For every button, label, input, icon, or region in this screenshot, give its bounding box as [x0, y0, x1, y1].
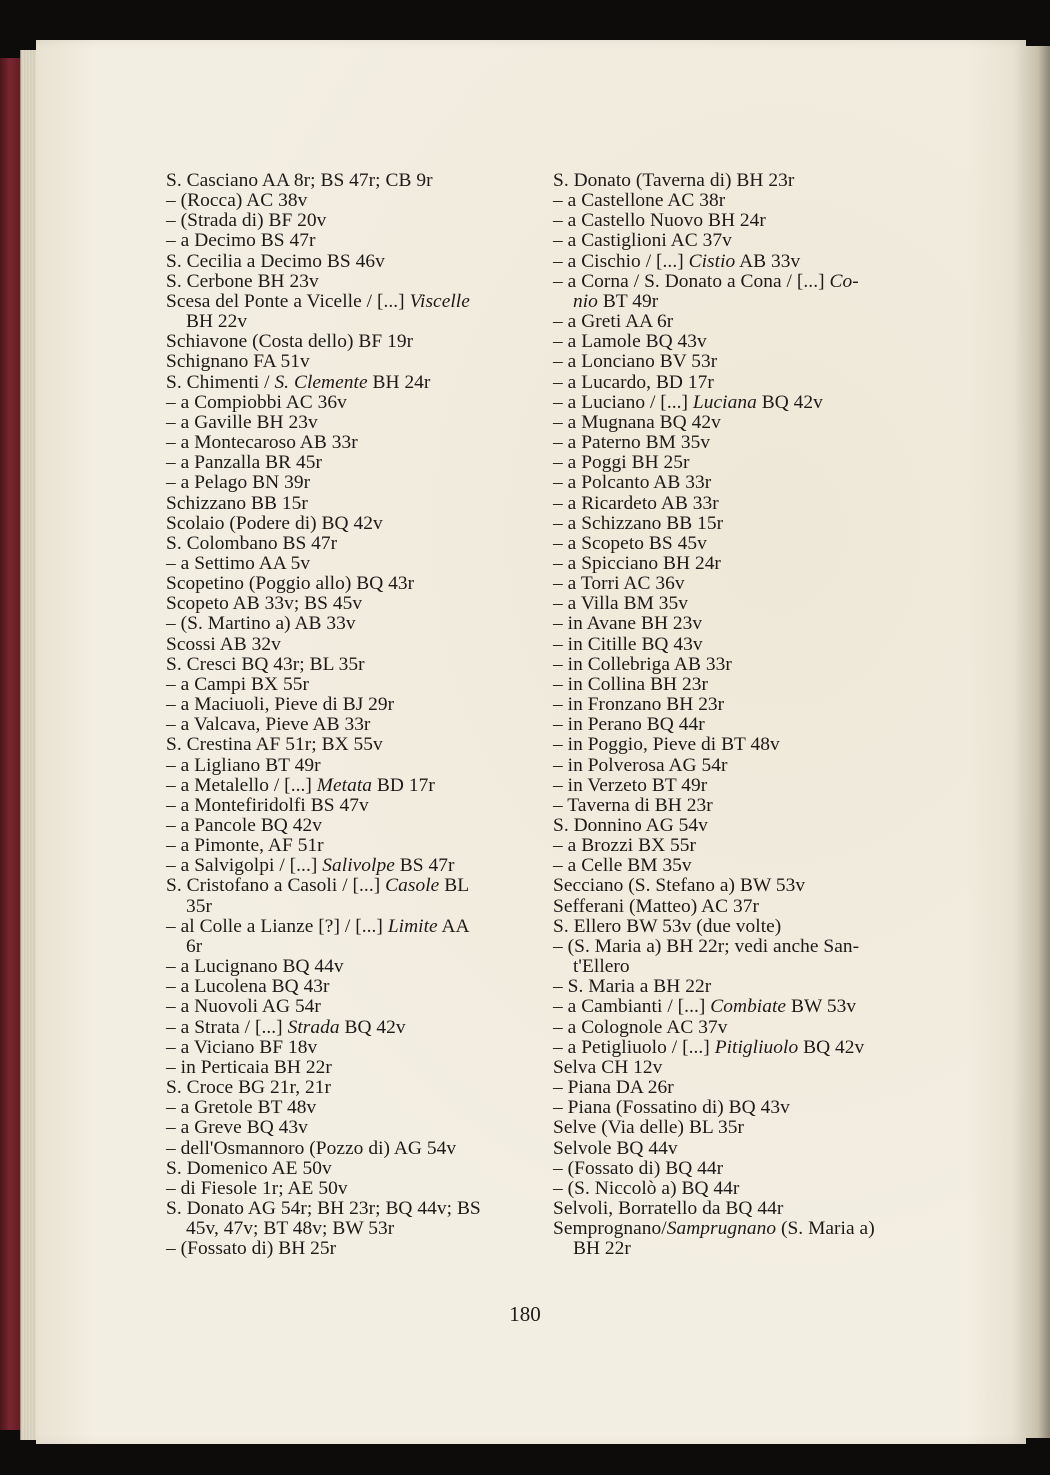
entry-text: Schignano FA 51v: [166, 351, 310, 373]
entry-text: 45v, 47v; BT 48v; BW 53r: [186, 1218, 395, 1240]
index-entry: [553, 1078, 917, 1098]
index-entry: [553, 473, 917, 493]
entry-text: – a Lucignano BQ 44v: [166, 956, 344, 978]
index-entry: [166, 352, 531, 372]
entry-text: – a Villa BM 35v: [553, 593, 689, 615]
entry-text: – a Scopeto BS 45v: [553, 532, 707, 554]
index-entry-continuation: [166, 937, 531, 957]
index-entry: [166, 856, 531, 876]
entry-text: S. Ellero BW 53v (due volte): [553, 915, 782, 937]
index-entry: [553, 756, 917, 776]
index-entry: [553, 1118, 917, 1138]
entry-text: – (S. Niccolò a) BQ 44r: [553, 1177, 740, 1199]
entry-text: – a Poggi BH 25r: [553, 452, 690, 474]
index-entry: [553, 897, 917, 917]
entry-text: – (Rocca) AC 38v: [166, 190, 308, 212]
entry-text: – a Pelago BN 39r: [166, 472, 311, 494]
index-entry: [166, 1179, 531, 1199]
entry-text: – (S. Martino a) AB 33v: [166, 613, 356, 635]
entry-reference: (S. Maria a): [776, 1218, 875, 1240]
index-entry: [166, 1058, 531, 1078]
index-entry: [166, 1018, 531, 1038]
index-entry: [166, 292, 531, 312]
entry-text: Sefferani (Matteo) AC 37r: [553, 895, 760, 917]
entry-italic-form: Strada: [287, 1016, 340, 1038]
index-entry: [166, 514, 531, 534]
entry-text: – S. Maria a BH 22r: [553, 976, 712, 998]
entry-text: Scopeto AB 33v; BS 45v: [166, 593, 363, 615]
index-entry-continuation: [553, 1239, 917, 1259]
entry-text: – a Campi BX 55r: [166, 673, 309, 695]
index-entry: [166, 735, 531, 755]
index-entry: [166, 715, 531, 735]
entry-text: S. Casciano AA 8r; BS 47r; CB 9r: [166, 170, 433, 191]
index-entry: [553, 695, 917, 715]
index-entry: [553, 1159, 917, 1179]
index-entry: [553, 272, 917, 292]
index-entry: [166, 453, 531, 473]
index-entry: [166, 473, 531, 493]
index-entry: [166, 574, 531, 594]
entry-text: Selva CH 12v: [553, 1056, 663, 1078]
entry-text: S. Donato (Taverna di) BH 23r: [553, 170, 795, 191]
entry-text: Selvoli, Borratello da BQ 44r: [553, 1197, 784, 1219]
entry-text: – a Luciano / [...]: [553, 391, 693, 413]
book-spine-edge: [0, 58, 22, 1430]
index-entry: [166, 272, 531, 292]
index-entry: [553, 433, 917, 453]
index-entry: [166, 1118, 531, 1138]
index-entry: [553, 735, 917, 755]
entry-text: – a Petigliuolo / [...]: [553, 1036, 715, 1058]
index-entry: [166, 917, 531, 937]
index-entry: [166, 413, 531, 433]
entry-text: – a Polcanto AB 33r: [553, 472, 712, 494]
entry-text: – di Fiesole 1r; AE 50v: [166, 1177, 348, 1199]
index-entry: [553, 937, 917, 957]
entry-text: – a Corna / S. Donato a Cona / [...]: [553, 270, 830, 292]
entry-text: – in Collina BH 23r: [553, 673, 708, 695]
entry-text: – in Fronzano BH 23r: [553, 694, 725, 716]
entry-text: – a Brozzi BX 55r: [553, 835, 697, 857]
entry-text: – a Settimo AA 5v: [166, 552, 311, 574]
index-entry: [166, 876, 531, 896]
left-index-column: [166, 171, 531, 1259]
entry-text: – a Castello Nuovo BH 24r: [553, 210, 766, 232]
index-entry: [553, 574, 917, 594]
entry-text: – Piana DA 26r: [553, 1077, 674, 1099]
index-entry: [553, 514, 917, 534]
entry-text: – (S. Maria a) BH 22r; vedi anche San-: [553, 935, 860, 957]
entry-text: – a Pimonte, AF 51r: [166, 835, 324, 857]
entry-text: – a Salvigolpi / [...]: [166, 855, 323, 877]
entry-text: S. Chimenti /: [166, 371, 275, 393]
entry-italic-form: Luciana: [692, 391, 757, 413]
entry-text: – in Avane BH 23v: [553, 613, 703, 635]
index-entry: [166, 433, 531, 453]
entry-text: Scesa del Ponte a Vicelle / [...]: [166, 290, 410, 312]
entry-text: – a Torri AC 36v: [553, 573, 685, 595]
index-entry: [553, 776, 917, 796]
entry-text: – a Lucardo, BD 17r: [553, 371, 714, 393]
index-entry: [166, 796, 531, 816]
index-entry: [553, 1018, 917, 1038]
index-entry: [166, 211, 531, 231]
entry-text: – in Poggio, Pieve di BT 48v: [553, 734, 780, 756]
entry-text: – Piana (Fossatino di) BQ 43v: [553, 1097, 790, 1119]
index-entry: [553, 312, 917, 332]
index-entry: [166, 373, 531, 393]
index-entry: [553, 211, 917, 231]
index-entry: [553, 655, 917, 675]
entry-text: BH 22v: [186, 311, 248, 333]
entry-text: – (Strada di) BF 20v: [166, 210, 327, 232]
index-entry: [166, 1098, 531, 1118]
entry-reference: BL: [439, 875, 470, 897]
entry-text: – a Decimo BS 47r: [166, 230, 316, 252]
entry-text: S. Crestina AF 51r; BX 55v: [166, 734, 383, 756]
index-entry: [553, 977, 917, 997]
index-entry: [166, 554, 531, 574]
index-entry: [553, 554, 917, 574]
entry-reference: BT 49r: [597, 290, 659, 312]
index-entry: [553, 816, 917, 836]
index-entry: [166, 756, 531, 776]
index-entry: [166, 614, 531, 634]
index-entry: [166, 635, 531, 655]
index-entry: [553, 675, 917, 695]
index-entry: [553, 1219, 917, 1239]
entry-italic-form: Casole: [385, 875, 440, 897]
entry-text: S. Cresci BQ 43r; BL 35r: [166, 653, 365, 675]
entry-text: – a Montecaroso AB 33r: [166, 432, 358, 454]
entry-text: – a Strata / [...]: [166, 1016, 288, 1038]
index-entry: [553, 534, 917, 554]
entry-text: – a Nuovoli AG 54r: [166, 996, 321, 1018]
entry-text: – a Gaville BH 23v: [166, 411, 318, 433]
entry-text: – a Maciuoli, Pieve di BJ 29r: [166, 694, 395, 716]
next-page-edge: [1026, 46, 1050, 1438]
entry-text: S. Cristofano a Casoli / [...]: [166, 875, 386, 897]
index-entry: [553, 1179, 917, 1199]
entry-italic-form: Pitigliuolo: [714, 1036, 799, 1058]
entry-text: – in Collebriga AB 33r: [553, 653, 732, 675]
entry-italic-form: Metata: [316, 774, 373, 796]
index-entry: [166, 594, 531, 614]
entry-text: – a Lonciano BV 53r: [553, 351, 718, 373]
index-entry: [166, 171, 531, 191]
index-entry-continuation: [553, 957, 917, 977]
entry-reference: BQ 42v: [339, 1016, 406, 1038]
entry-text: – (Fossato di) BH 25r: [166, 1238, 337, 1260]
entry-reference: BD 17r: [372, 774, 435, 796]
right-index-column: [553, 171, 917, 1259]
index-entry: [553, 594, 917, 614]
index-entry: [553, 352, 917, 372]
entry-text: Schizzano BB 15r: [166, 492, 308, 514]
index-entry: [553, 252, 917, 272]
index-entry: [553, 876, 917, 896]
entry-text: – a Compiobbi AC 36v: [166, 391, 347, 413]
entry-text: – a Colognole AC 37v: [553, 1016, 728, 1038]
entry-italic-form: Viscelle: [409, 290, 470, 312]
index-entry: [166, 534, 531, 554]
entry-italic-form: Limite: [387, 915, 438, 937]
index-entry: [553, 191, 917, 211]
index-entry: [166, 1159, 531, 1179]
index-entry: [553, 453, 917, 473]
entry-reference: BW 53v: [786, 996, 857, 1018]
index-entry: [166, 252, 531, 272]
index-entry: [553, 715, 917, 735]
entry-text: – a Viciano BF 18v: [166, 1036, 318, 1058]
entry-italic-form: Samprugnano: [666, 1218, 777, 1240]
page-number: 180: [509, 1302, 541, 1326]
index-entry: [553, 393, 917, 413]
index-entry: [553, 231, 917, 251]
entry-text: – a Greve BQ 43v: [166, 1117, 308, 1139]
entry-text: – a Valcava, Pieve AB 33r: [166, 714, 371, 736]
entry-text: 6r: [186, 935, 203, 957]
index-entry: [166, 776, 531, 796]
index-entry-continuation: [166, 1219, 531, 1239]
entry-text: – in Perticaia BH 22r: [166, 1056, 332, 1078]
entry-text: Schiavone (Costa dello) BF 19r: [166, 331, 414, 353]
index-entry: [553, 494, 917, 514]
entry-reference: BQ 42v: [798, 1036, 865, 1058]
entry-text: – a Castiglioni AC 37v: [553, 230, 732, 252]
entry-italic-form: Combiate: [710, 996, 787, 1018]
entry-italic-form: Salivolpe: [322, 855, 395, 877]
entry-text: S. Colombano BS 47r: [166, 532, 338, 554]
entry-text: S. Domenico AE 50v: [166, 1157, 332, 1179]
index-entry: [166, 1038, 531, 1058]
entry-text: S. Donato AG 54r; BH 23r; BQ 44v; BS: [166, 1197, 481, 1219]
entry-text: – a Panzalla BR 45r: [166, 452, 323, 474]
entry-text: – in Perano BQ 44r: [553, 714, 705, 736]
entry-reference: BH 24r: [367, 371, 431, 393]
entry-text: – dell'Osmannoro (Pozzo di) AG 54v: [166, 1137, 457, 1159]
entry-text: – a Pancole BQ 42v: [166, 815, 322, 836]
index-entry: [166, 1139, 531, 1159]
index-entry: [553, 836, 917, 856]
index-entry: [553, 997, 917, 1017]
entry-text: – a Greti AA 6r: [553, 311, 674, 333]
entry-italic-form: S. Clemente: [274, 371, 368, 393]
entry-text: Scolaio (Podere di) BQ 42v: [166, 512, 383, 534]
index-entry: [553, 614, 917, 634]
entry-text: – a Gretole BT 48v: [166, 1097, 317, 1119]
entry-text: Selve (Via delle) BL 35r: [553, 1117, 745, 1139]
entry-reference: BS 47r: [394, 855, 455, 877]
index-entry: [166, 675, 531, 695]
entry-text: – a Celle BM 35v: [553, 855, 692, 877]
index-entry: [553, 917, 917, 937]
index-entry: [166, 655, 531, 675]
entry-text: – a Spicciano BH 24r: [553, 552, 721, 574]
entry-text: – a Lucolena BQ 43r: [166, 976, 330, 998]
index-entry: [553, 413, 917, 433]
entry-text: – (Fossato di) BQ 44r: [553, 1157, 724, 1179]
index-entry: [553, 171, 917, 191]
entry-text: – a Castellone AC 38r: [553, 190, 726, 212]
index-entry: [166, 957, 531, 977]
entry-reference: AB 33v: [735, 250, 801, 272]
entry-text: S. Cerbone BH 23v: [166, 270, 319, 292]
entry-text: – al Colle a Lianze [?] / [...]: [166, 915, 388, 937]
index-entry: [553, 635, 917, 655]
entry-text: – in Verzeto BT 49r: [553, 774, 708, 796]
index-entry: [553, 1038, 917, 1058]
index-entry: [166, 816, 531, 836]
index-entry-continuation: [166, 312, 531, 332]
entry-text: Scopetino (Poggio allo) BQ 43r: [166, 573, 415, 595]
entry-italic-form: nio: [573, 290, 598, 312]
entry-text: – a Paterno BM 35v: [553, 432, 711, 454]
entry-text: BH 22r: [573, 1238, 631, 1260]
index-entry: [553, 1199, 917, 1219]
index-entry: [166, 494, 531, 514]
entry-text: Secciano (S. Stefano a) BW 53v: [553, 875, 806, 897]
entry-text: S. Croce BG 21r, 21r: [166, 1077, 332, 1099]
entry-text: – a Ligliano BT 49r: [166, 754, 321, 776]
index-entry: [553, 796, 917, 816]
entry-text: S. Donnino AG 54v: [553, 815, 708, 836]
index-entry: [166, 695, 531, 715]
index-entry: [553, 1098, 917, 1118]
index-entry: [166, 1239, 531, 1259]
entry-text: – a Lamole BQ 43v: [553, 331, 707, 353]
index-entry: [553, 856, 917, 876]
index-entry: [166, 332, 531, 352]
entry-reference: BQ 42v: [756, 391, 823, 413]
entry-text: – a Schizzano BB 15r: [553, 512, 724, 534]
index-entry: [166, 1199, 531, 1219]
entry-text: Selvole BQ 44v: [553, 1137, 678, 1159]
entry-text: t'Ellero: [573, 956, 630, 978]
entry-text: – a Cambianti / [...]: [553, 996, 711, 1018]
entry-italic-form: Cistio: [688, 250, 736, 272]
entry-text: – Taverna di BH 23r: [553, 794, 713, 816]
index-entry: [166, 836, 531, 856]
index-entry: [166, 231, 531, 251]
entry-reference: AA: [437, 915, 470, 937]
entry-text: – a Metalello / [...]: [166, 774, 317, 796]
entry-text: 35r: [186, 895, 212, 917]
entry-text: – in Polverosa AG 54r: [553, 754, 728, 776]
index-entry: [166, 977, 531, 997]
entry-text: – in Citille BQ 43v: [553, 633, 703, 655]
index-entry: [553, 1058, 917, 1078]
index-entry-continuation: [553, 292, 917, 312]
entry-text: Scossi AB 32v: [166, 633, 281, 655]
entry-italic-form: Co-: [829, 270, 859, 292]
entry-text: – a Ricardeto AB 33r: [553, 492, 719, 514]
index-entry: [166, 1078, 531, 1098]
entry-text: – a Montefiridolfi BS 47v: [166, 794, 369, 816]
entry-text: Semprognano/: [553, 1218, 667, 1240]
index-entry: [553, 332, 917, 352]
entry-text: S. Cecilia a Decimo BS 46v: [166, 250, 385, 272]
entry-text: – a Cischio / [...]: [553, 250, 689, 272]
index-entry: [553, 373, 917, 393]
index-entry: [166, 191, 531, 211]
entry-text: – a Mugnana BQ 42v: [553, 411, 721, 433]
index-entry: [166, 997, 531, 1017]
index-entry-continuation: [166, 897, 531, 917]
index-entry: [553, 1139, 917, 1159]
index-entry: [166, 393, 531, 413]
